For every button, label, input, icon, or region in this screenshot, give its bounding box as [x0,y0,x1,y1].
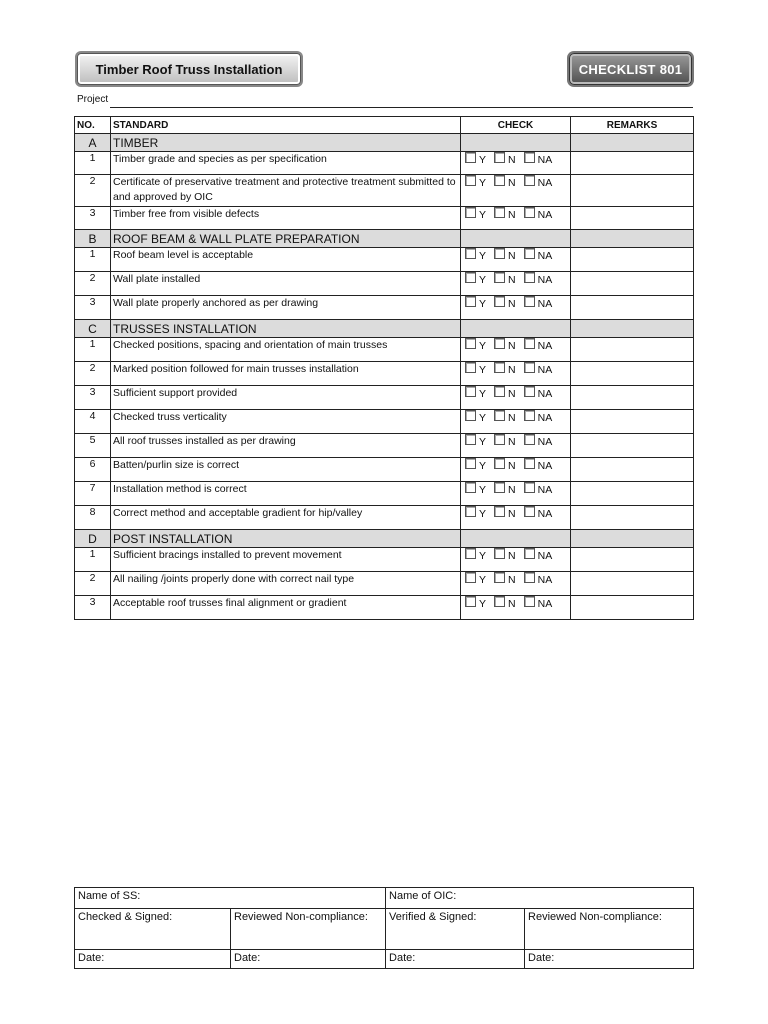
table-row [75,434,694,458]
checkbox-y[interactable] [465,296,476,307]
item-number: 3 [75,596,111,620]
option-label-n: N [508,598,516,610]
remarks-cell[interactable] [571,548,694,572]
remarks-cell[interactable] [571,272,694,296]
item-standard: Wall plate properly anchored as per drawing [111,296,461,320]
item-number: 4 [75,410,111,434]
check-cell [461,362,571,386]
section-code: C [75,320,111,338]
checkbox-y[interactable] [465,596,476,607]
date-field-2[interactable]: Date: [231,950,386,969]
checked-signed-field[interactable]: Checked & Signed: [75,909,231,950]
item-number: 2 [75,175,111,207]
checkbox-n[interactable] [494,248,505,259]
item-number: 6 [75,458,111,482]
header-check: CHECK [461,117,571,134]
item-standard: All roof trusses installed as per drawing [111,434,461,458]
checkbox-na[interactable] [524,596,535,607]
checkbox-n[interactable] [494,410,505,421]
check-cell [461,386,571,410]
table-row [75,548,694,572]
item-number: 1 [75,338,111,362]
item-standard: Acceptable roof trusses final alignment or gradient [111,596,461,620]
reviewed-noncompliance-field-2[interactable]: Reviewed Non-compliance: [525,909,694,950]
item-number: 7 [75,482,111,506]
checkbox-na[interactable] [524,272,535,283]
checklist-number-badge: CHECKLIST 801 [569,53,692,85]
section-row [75,134,694,152]
item-standard: Correct method and acceptable gradient for hip/valley [111,506,461,530]
checkbox-y[interactable] [465,572,476,583]
item-standard: Sufficient support provided [111,386,461,410]
section-row [75,230,694,248]
option-label-n: N [508,508,516,520]
header-standard: STANDARD [111,117,461,134]
checkbox-n[interactable] [494,296,505,307]
section-title: TRUSSES INSTALLATION [111,320,461,338]
option-label-na: NA [537,550,553,562]
checkbox-na[interactable] [524,458,535,469]
table-row [75,175,694,207]
option-label-y: Y [479,412,487,424]
checkbox-na[interactable] [524,152,535,163]
item-number: 2 [75,362,111,386]
checkbox-y[interactable] [465,362,476,373]
option-label-y: Y [479,209,487,221]
checkbox-na[interactable] [524,207,535,218]
item-number: 3 [75,386,111,410]
table-row [75,482,694,506]
item-number: 2 [75,272,111,296]
item-standard: Batten/purlin size is correct [111,458,461,482]
checkbox-y[interactable] [465,458,476,469]
checkbox-na[interactable] [524,572,535,583]
checkbox-n[interactable] [494,572,505,583]
date-field-3[interactable]: Date: [386,950,525,969]
item-number: 1 [75,248,111,272]
option-label-n: N [508,364,516,376]
check-cell [461,175,571,207]
table-row [75,272,694,296]
option-label-y: Y [479,177,487,189]
check-cell [461,296,571,320]
check-cell [461,548,571,572]
date-field-1[interactable]: Date: [75,950,231,969]
option-label-na: NA [537,598,553,610]
option-label-n: N [508,388,516,400]
section-code: A [75,134,111,152]
item-standard: Certificate of preservative treatment and protective treatment submitted to and approved by OIC [111,175,461,207]
option-label-na: NA [537,364,553,376]
remarks-cell[interactable] [571,175,694,207]
checkbox-n[interactable] [494,596,505,607]
checkbox-na[interactable] [524,175,535,186]
checkbox-na[interactable] [524,248,535,259]
checkbox-n[interactable] [494,175,505,186]
remarks-cell[interactable] [571,482,694,506]
check-cell [461,410,571,434]
option-label-y: Y [479,364,487,376]
option-label-y: Y [479,550,487,562]
checkbox-y[interactable] [465,248,476,259]
checkbox-y[interactable] [465,482,476,493]
checkbox-y[interactable] [465,175,476,186]
option-label-y: Y [479,298,487,310]
check-cell [461,207,571,230]
checkbox-y[interactable] [465,548,476,559]
checkbox-na[interactable] [524,434,535,445]
item-standard: Checked positions, spacing and orientation of main trusses [111,338,461,362]
item-number: 5 [75,434,111,458]
remarks-cell[interactable] [571,248,694,272]
option-label-n: N [508,484,516,496]
check-cell [461,572,571,596]
remarks-cell[interactable] [571,386,694,410]
check-cell [461,272,571,296]
table-row [75,248,694,272]
option-label-n: N [508,177,516,189]
section-title: POST INSTALLATION [111,530,461,548]
option-label-n: N [508,550,516,562]
item-standard: Timber free from visible defects [111,207,461,230]
remarks-cell[interactable] [571,434,694,458]
table-row [75,296,694,320]
check-cell [461,458,571,482]
checkbox-na[interactable] [524,362,535,373]
option-label-y: Y [479,340,487,352]
section-row [75,530,694,548]
item-standard: Installation method is correct [111,482,461,506]
remarks-cell[interactable] [571,207,694,230]
table-row [75,458,694,482]
option-label-na: NA [537,412,553,424]
project-field[interactable] [110,107,693,108]
remarks-cell[interactable] [571,296,694,320]
table-row [75,207,694,230]
checkbox-y[interactable] [465,207,476,218]
option-label-n: N [508,412,516,424]
section-remarks-cell [571,320,694,338]
option-label-na: NA [537,250,553,262]
checkbox-n[interactable] [494,152,505,163]
item-standard: Wall plate installed [111,272,461,296]
checkbox-n[interactable] [494,434,505,445]
checkbox-na[interactable] [524,482,535,493]
item-number: 1 [75,152,111,175]
checkbox-na[interactable] [524,296,535,307]
option-label-na: NA [537,460,553,472]
option-label-y: Y [479,574,487,586]
remarks-cell[interactable] [571,410,694,434]
check-cell [461,338,571,362]
checkbox-na[interactable] [524,506,535,517]
item-standard: Sufficient bracings installed to prevent movement [111,548,461,572]
option-label-na: NA [537,388,553,400]
section-code: D [75,530,111,548]
checkbox-y[interactable] [465,272,476,283]
table-row [75,386,694,410]
option-label-y: Y [479,460,487,472]
option-label-y: Y [479,154,487,166]
checkbox-n[interactable] [494,362,505,373]
remarks-cell[interactable] [571,506,694,530]
table-row [75,572,694,596]
table-header-row [75,117,694,134]
checkbox-y[interactable] [465,338,476,349]
check-cell [461,152,571,175]
checkbox-na[interactable] [524,386,535,397]
checkbox-na[interactable] [524,548,535,559]
option-label-n: N [508,460,516,472]
checkbox-n[interactable] [494,386,505,397]
option-label-n: N [508,154,516,166]
remarks-cell[interactable] [571,338,694,362]
remarks-cell[interactable] [571,596,694,620]
checkbox-y[interactable] [465,410,476,421]
section-check-cell [461,320,571,338]
date-field-4[interactable]: Date: [525,950,694,969]
option-label-na: NA [537,484,553,496]
table-row [75,152,694,175]
section-check-cell [461,230,571,248]
option-label-n: N [508,274,516,286]
item-standard: Roof beam level is acceptable [111,248,461,272]
checklist-table [74,116,694,620]
table-row [75,410,694,434]
section-check-cell [461,530,571,548]
checklist-body [75,134,694,620]
checkbox-na[interactable] [524,338,535,349]
checkbox-n[interactable] [494,207,505,218]
item-standard: Marked position followed for main trusses installation [111,362,461,386]
check-cell [461,506,571,530]
checkbox-n[interactable] [494,272,505,283]
checkbox-n[interactable] [494,548,505,559]
item-number: 2 [75,572,111,596]
option-label-na: NA [537,209,553,221]
table-row [75,506,694,530]
table-row [75,596,694,620]
option-label-y: Y [479,484,487,496]
option-label-y: Y [479,388,487,400]
option-label-na: NA [537,508,553,520]
section-title: TIMBER [111,134,461,152]
verified-signed-field[interactable]: Verified & Signed: [386,909,525,950]
remarks-cell[interactable] [571,152,694,175]
option-label-y: Y [479,598,487,610]
section-check-cell [461,134,571,152]
option-label-na: NA [537,340,553,352]
option-label-n: N [508,209,516,221]
item-standard: All nailing /joints properly done with correct nail type [111,572,461,596]
checkbox-n[interactable] [494,338,505,349]
section-remarks-cell [571,230,694,248]
option-label-n: N [508,340,516,352]
checkbox-n[interactable] [494,458,505,469]
option-label-na: NA [537,298,553,310]
option-label-n: N [508,574,516,586]
document-title: Timber Roof Truss Installation [77,53,301,85]
option-label-n: N [508,436,516,448]
checkbox-n[interactable] [494,482,505,493]
option-label-n: N [508,298,516,310]
option-label-na: NA [537,154,553,166]
option-label-y: Y [479,250,487,262]
remarks-cell[interactable] [571,362,694,386]
item-number: 3 [75,207,111,230]
signoff-table [74,887,694,969]
item-number: 1 [75,548,111,572]
header-no: NO. [75,117,111,134]
header-remarks: REMARKS [571,117,694,134]
option-label-na: NA [537,274,553,286]
option-label-na: NA [537,177,553,189]
option-label-y: Y [479,508,487,520]
option-label-y: Y [479,436,487,448]
check-cell [461,434,571,458]
option-label-na: NA [537,574,553,586]
option-label-n: N [508,250,516,262]
item-number: 3 [75,296,111,320]
checkbox-y[interactable] [465,434,476,445]
checkbox-y[interactable] [465,386,476,397]
name-oic-field[interactable]: Name of OIC: [386,888,694,909]
table-row [75,338,694,362]
remarks-cell[interactable] [571,572,694,596]
section-remarks-cell [571,134,694,152]
remarks-cell[interactable] [571,458,694,482]
option-label-y: Y [479,274,487,286]
check-cell [461,596,571,620]
checkbox-n[interactable] [494,506,505,517]
section-remarks-cell [571,530,694,548]
item-standard: Checked truss verticality [111,410,461,434]
table-row [75,362,694,386]
check-cell [461,248,571,272]
option-label-na: NA [537,436,553,448]
section-code: B [75,230,111,248]
check-cell [461,482,571,506]
checkbox-y[interactable] [465,506,476,517]
name-ss-field[interactable]: Name of SS: [75,888,386,909]
section-row [75,320,694,338]
item-number: 8 [75,506,111,530]
project-label: Project [77,94,109,105]
checkbox-na[interactable] [524,410,535,421]
item-standard: Timber grade and species as per specification [111,152,461,175]
section-title: ROOF BEAM & WALL PLATE PREPARATION [111,230,461,248]
checkbox-y[interactable] [465,152,476,163]
reviewed-noncompliance-field-1[interactable]: Reviewed Non-compliance: [231,909,386,950]
